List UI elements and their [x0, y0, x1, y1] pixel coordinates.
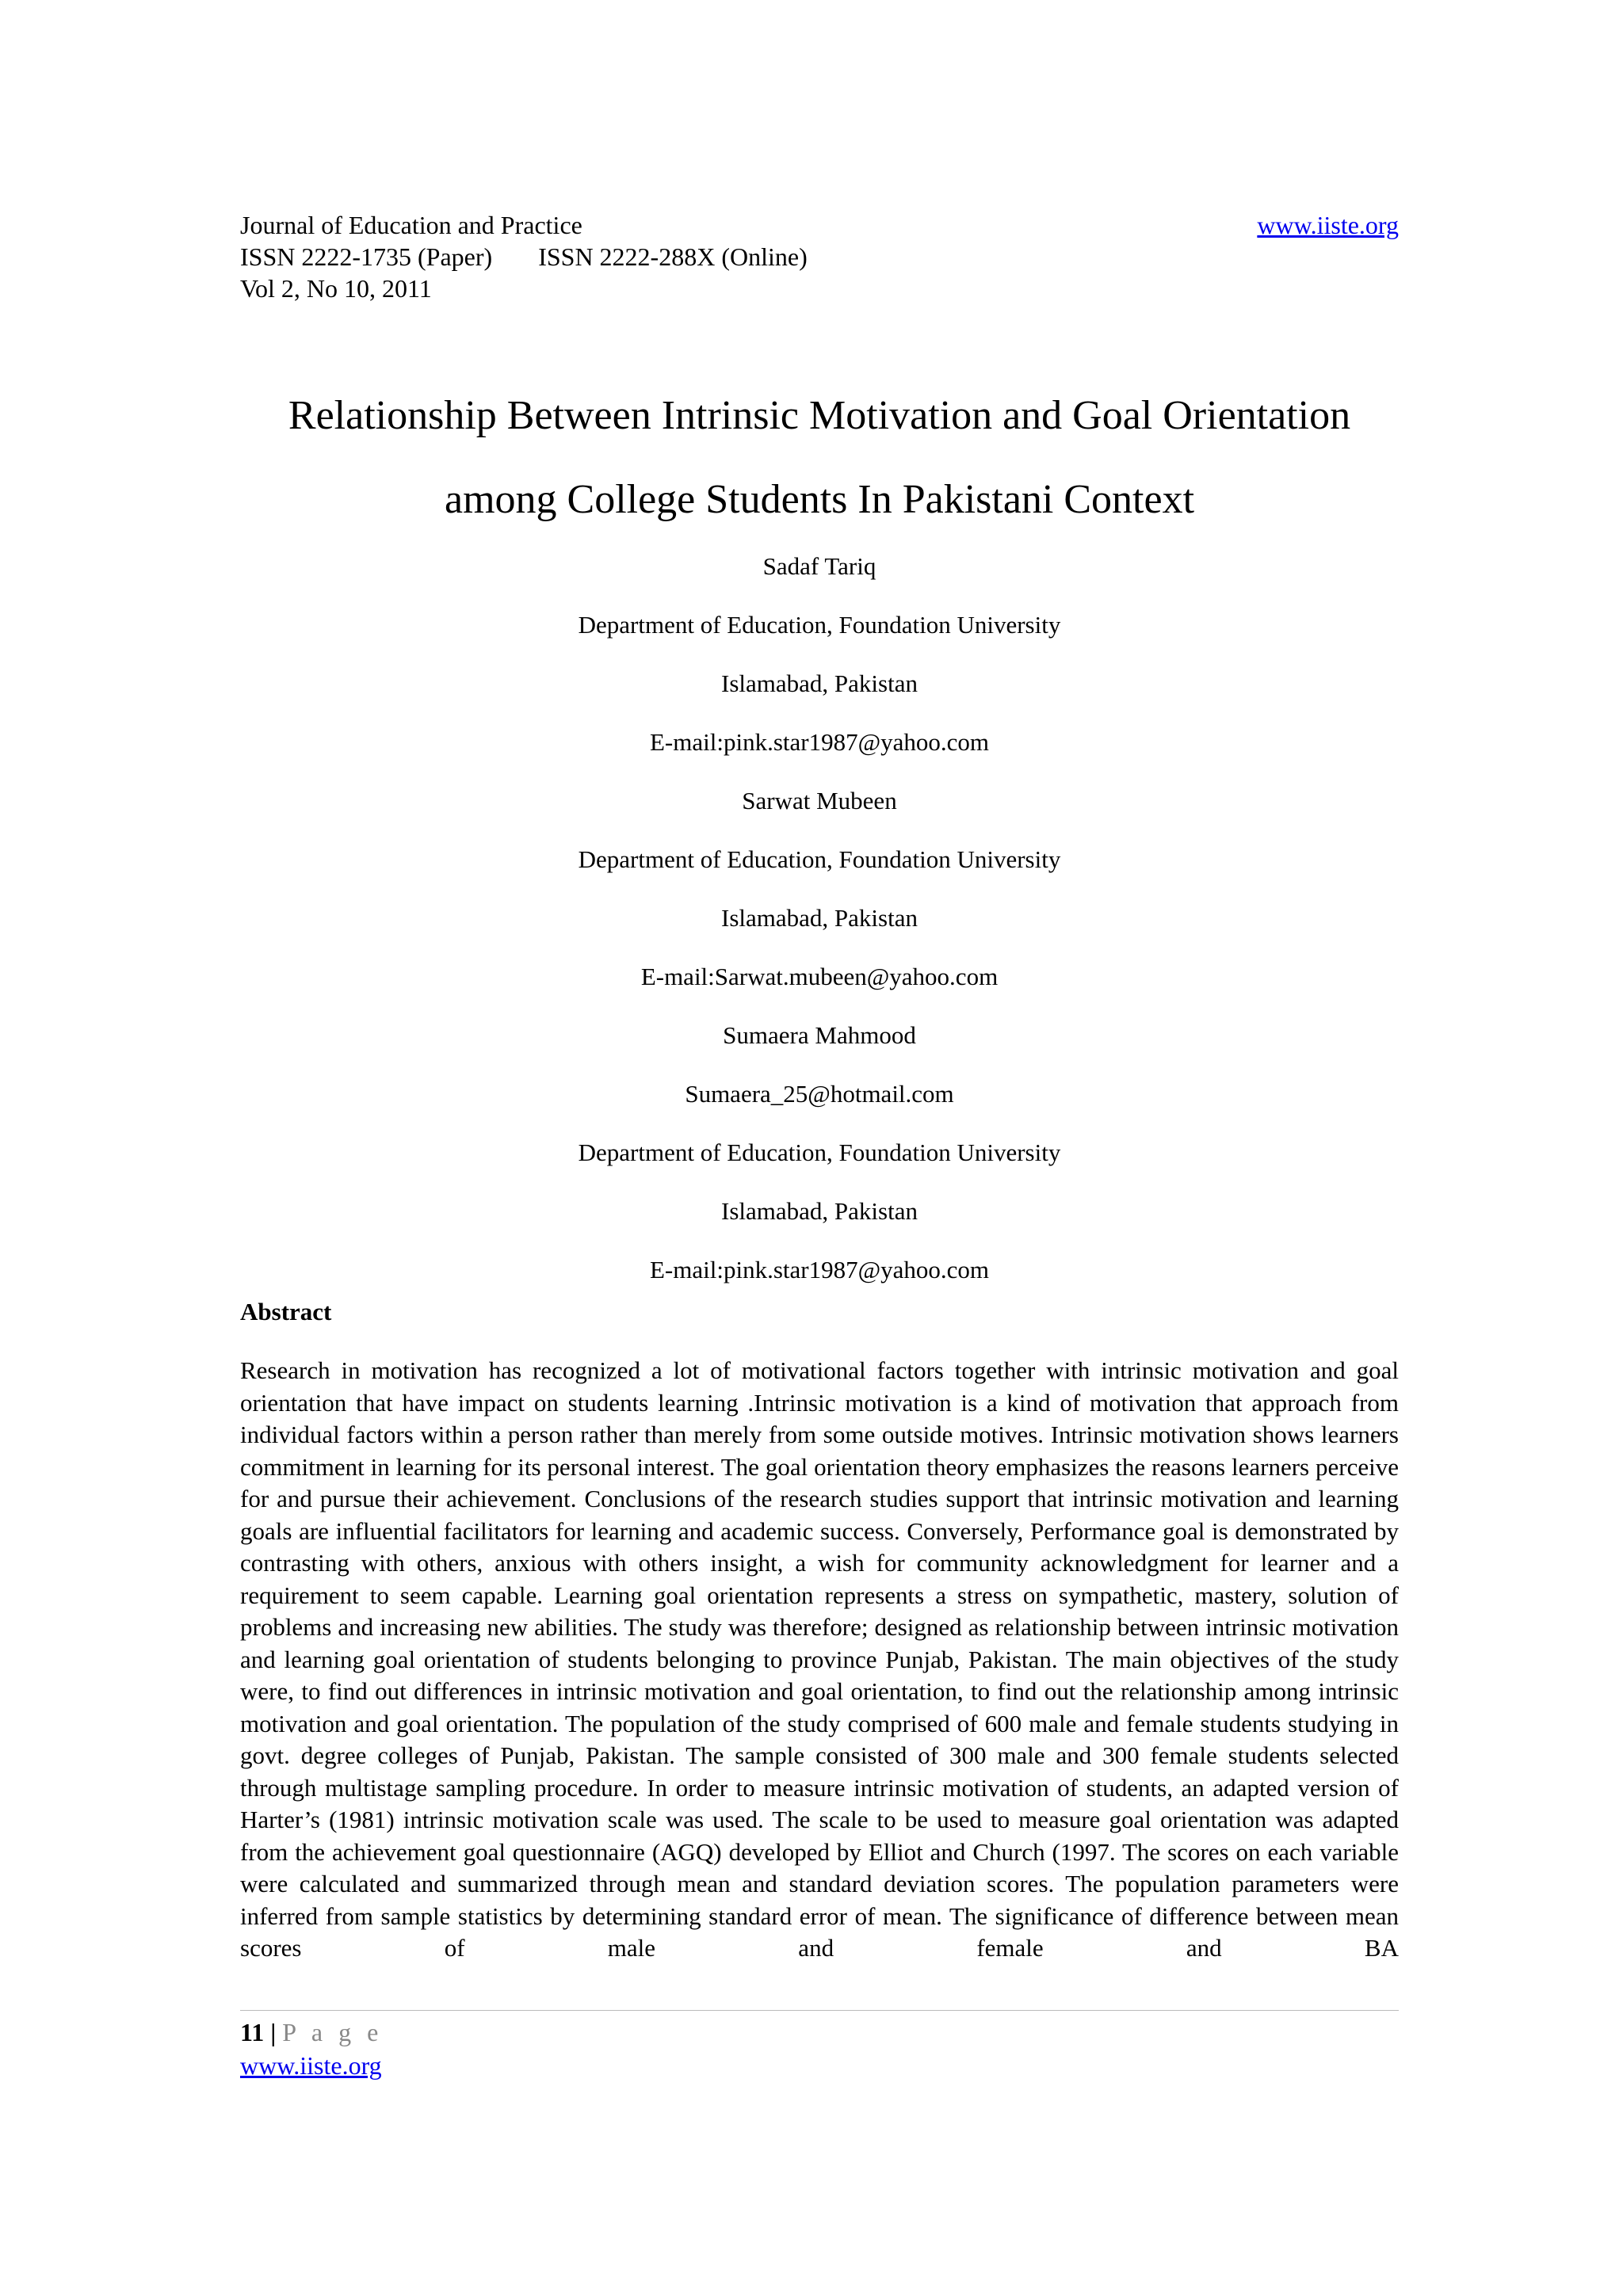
author-name: Sadaf Tariq: [762, 552, 876, 580]
journal-header: [240, 209, 1399, 304]
paper-title: [240, 374, 1399, 542]
author-email: E-mail:pink.star1987@yahoo.com: [649, 1256, 990, 1283]
page-footer: [240, 2010, 1399, 2082]
footer-website-link[interactable]: www.iiste.org: [240, 2051, 382, 2080]
volume-info: Vol 2, No 10, 2011: [240, 274, 432, 303]
title-line-1: Relationship Between Intrinsic Motivation and Goal Orientation: [288, 393, 1351, 438]
author-affiliation: Department of Education, Foundation University: [578, 1138, 1061, 1166]
journal-name: Journal of Education and Practice: [240, 211, 582, 239]
page-number-line: [240, 2018, 383, 2046]
page-label: P a g e: [282, 2018, 384, 2046]
author-name: Sumaera Mahmood: [723, 1021, 916, 1049]
issn-line: [240, 241, 1399, 273]
paper-page: [240, 209, 1399, 1965]
title-line-2: among College Students In Pakistani Context: [444, 477, 1195, 522]
author-location: Islamabad, Pakistan: [721, 1197, 918, 1225]
author-location: Islamabad, Pakistan: [721, 904, 918, 932]
issn-online: ISSN 2222-288X (Online): [538, 242, 808, 271]
author-affiliation: Department of Education, Foundation University: [578, 845, 1061, 873]
issn-paper: ISSN 2222-1735 (Paper): [240, 242, 493, 271]
abstract-text: Research in motivation has recognized a lot of motivational factors together with intrinsic motivation and goal orientation that have impact on students learning .Intrinsic motivation is a kind of motivation that approach from individual factors within a person rather than merely from some outside motives. Intrinsic motivation shows learners commitment in learning for its personal interest. The goal orientation theory emphasizes the reasons learners perceive for and pursue their achievement. Conclusions of the research studies support that intrinsic motivation and learning goals are influential facilitators for learning and academic success. Conversely, Performance goal is demonstrated by contrasting with others, anxious with others insight, a wish for community acknowledgment for learner and a requirement to seem capable. Learning goal orientation represents a stress on sympathetic, mastery, solution of problems and increasing new abilities. The study was therefore; designed as relationship between intrinsic motivation and learning goal orientation of students belonging to province Punjab, Pakistan. The main objectives of the study were, to find out differences in intrinsic motivation and goal orientation, to find out the relationship among intrinsic motivation and goal orientation. The population of the study comprised of 600 male and female students studying in govt. degree colleges of Punjab, Pakistan. The sample consisted of 300 male and 300 female students selected through multistage sampling procedure. In order to measure intrinsic motivation of students, an adapted version of Harter’s (1981) intrinsic motivation scale was used. The scale to be used to measure goal orientation was adapted from the achievement goal questionnaire (AGQ) developed by Elliot and Church (1997. The scores on each variable were calculated and summarized through mean and standard deviation scores. The population parameters were inferred from sample statistics by determining standard error of mean. The significance of difference between mean scores of male and female and BA: [240, 1356, 1399, 1962]
page-number: 11: [240, 2018, 265, 2046]
author-email: E-mail:Sarwat.mubeen@yahoo.com: [640, 963, 999, 990]
journal-website-link[interactable]: www.iiste.org: [1257, 211, 1399, 239]
author-location: Islamabad, Pakistan: [721, 669, 918, 697]
author-email: Sumaera_25@hotmail.com: [685, 1080, 954, 1108]
author-name: Sarwat Mubeen: [742, 787, 897, 814]
page-separator: |: [270, 2018, 277, 2046]
abstract-heading: Abstract: [240, 1298, 332, 1325]
author-affiliation: Department of Education, Foundation University: [578, 611, 1061, 639]
author-email: E-mail:pink.star1987@yahoo.com: [649, 728, 990, 756]
author-block: [240, 537, 1399, 1299]
